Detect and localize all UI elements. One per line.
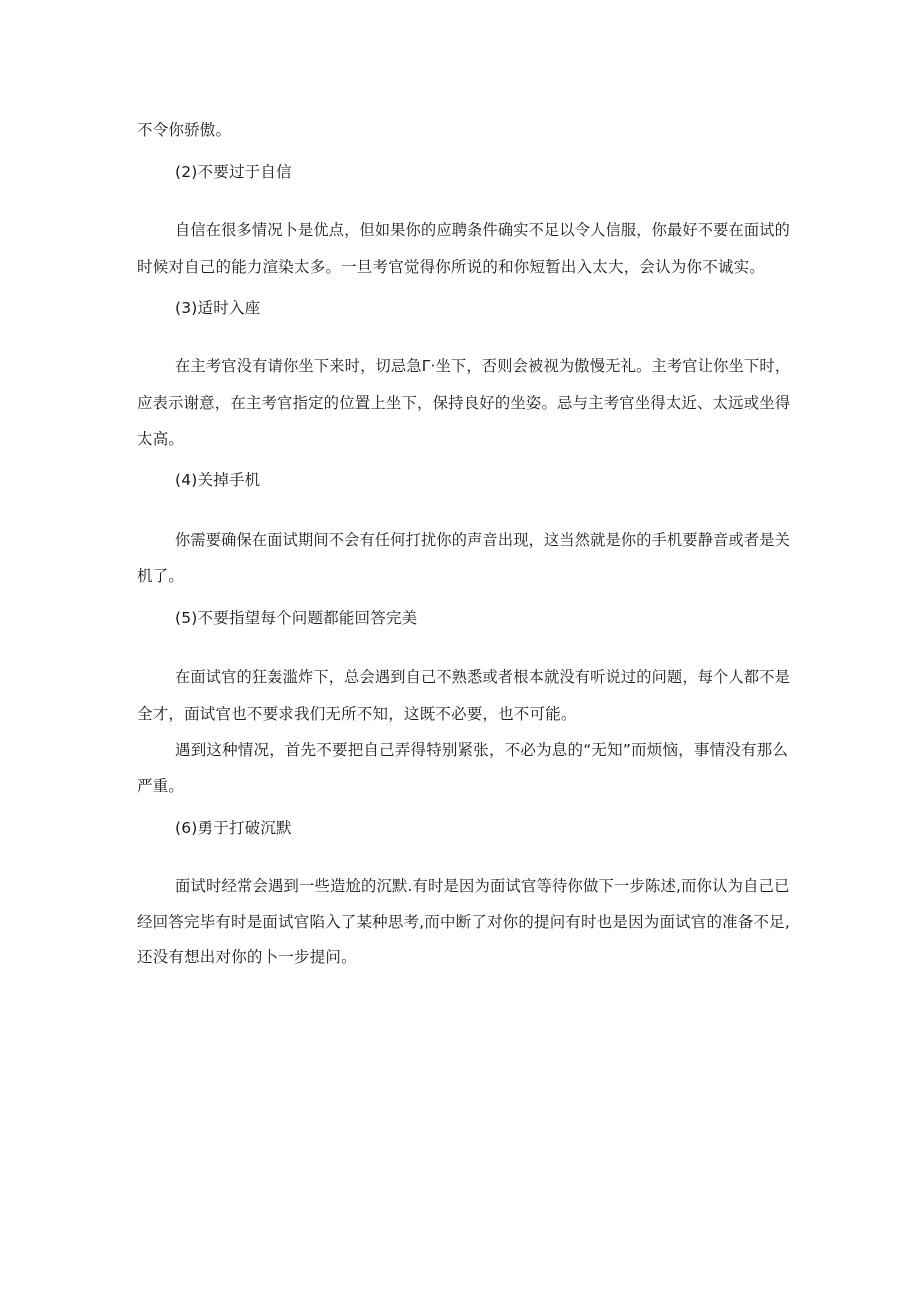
paragraph-line: 你需要确保在面试期间不会有任何打扰你的声音出现，这当然就是你的手机要静音或者是关 bbox=[175, 531, 791, 549]
section-heading-3: (3)适时入座 bbox=[175, 299, 261, 317]
paragraph-line: 面试时经常会遇到一些造尬的沉默.有时是因为面试官等待你做下一步陈述,而你认为自己已 bbox=[175, 877, 790, 895]
paragraph-line: 太高。 bbox=[137, 430, 185, 448]
paragraph-line: 在主考官没有请你坐下来时，切忌急Γ·坐下，否则会被视为傲慢无礼。主考官让你坐下时， bbox=[175, 357, 791, 375]
section-heading-6: (6)勇于打破沉默 bbox=[175, 819, 292, 837]
paragraph-line: 在面试官的狂轰滥炸下，总会遇到自己不熟悉或者根本就没有听说过的问题，每个人都不是 bbox=[175, 668, 791, 686]
paragraph-line: 时候对自己的能力渲染太多。一旦考官觉得你所说的和你短暂出入太大，会认为你不诚实。 bbox=[137, 258, 766, 276]
paragraph-line: 经回答完毕有时是面试官陷入了某种思考,而中断了对你的提问有时也是因为面试官的准备不足, bbox=[137, 913, 790, 931]
section-heading-4: (4)关掉手机 bbox=[175, 471, 261, 489]
paragraph-line: 机了。 bbox=[137, 567, 185, 585]
paragraph-line: 还没有想出对你的卜一步提问。 bbox=[137, 948, 357, 966]
paragraph-line: 遇到这种情况，首先不要把自己弄得特别紧张，不必为息的“无知”而烦恼，事情没有那么 bbox=[175, 741, 789, 759]
intro-tail-text: 不令你骄傲。 bbox=[137, 121, 232, 139]
paragraph-line: 全才，面试官也不要求我们无所不知，这既不必要，也不可能。 bbox=[137, 705, 577, 723]
section-heading-2: (2)不要过于自信 bbox=[175, 163, 292, 181]
paragraph-line: 严重。 bbox=[137, 777, 185, 795]
paragraph-line: 自信在很多情况卜是优点，但如果你的应聘条件确实不足以令人信服，你最好不要在面试的 bbox=[175, 221, 791, 239]
section-heading-5: (5)不要指望每个问题都能回答完美 bbox=[175, 609, 418, 627]
paragraph-line: 应表示谢意，在主考官指定的位置上坐下，保持良好的坐姿。忌与主考官坐得太近、太远或坐得 bbox=[137, 394, 791, 412]
